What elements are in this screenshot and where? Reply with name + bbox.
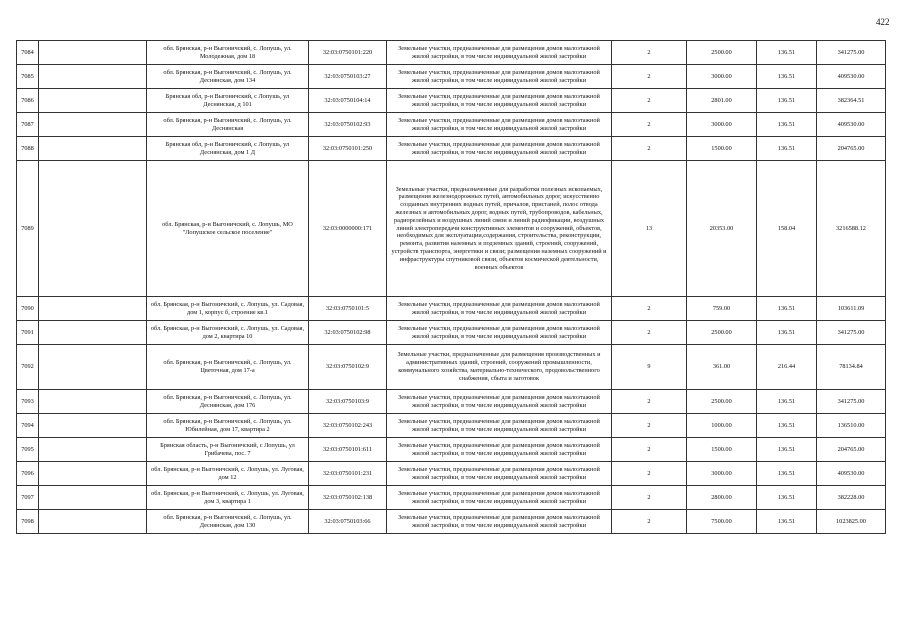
address-cell: обл. Брянская, р-н Выгоничский, с. Лопушь, ул. Садовая, дом 2, квартира 10 (147, 321, 309, 345)
area-cell: 1000.00 (687, 414, 757, 438)
address-cell: обл. Брянская, р-н Выгоничский, с. Лопушь, ул. Деснянская (147, 113, 309, 137)
group-cell: 2 (612, 321, 687, 345)
rate-cell: 136.51 (757, 297, 817, 321)
cadastral-value-cell: 409530.00 (817, 462, 886, 486)
row-number: 7084 (17, 41, 39, 65)
land-registry-table (16, 40, 886, 534)
area-cell: 2500.00 (687, 321, 757, 345)
rate-cell: 136.51 (757, 65, 817, 89)
group-cell: 2 (612, 414, 687, 438)
area-cell: 1500.00 (687, 137, 757, 161)
table-row (17, 65, 886, 89)
cadastral-value-cell: 204765.00 (817, 137, 886, 161)
row-number: 7089 (17, 161, 39, 297)
cadastral-value-cell: 409530.00 (817, 65, 886, 89)
row-number: 7093 (17, 390, 39, 414)
address-cell: обл. Брянская, р-н Выгоничский, с. Лопушь, ул. Луговая, дом 12 (147, 462, 309, 486)
blank-cell (39, 161, 147, 297)
area-cell: 2800.00 (687, 486, 757, 510)
cadastral-number-cell: 32:03:0750102:98 (309, 321, 387, 345)
area-cell: 3000.00 (687, 113, 757, 137)
land-use-cell: Земельные участки, предназначенные для размещения домов малоэтажной жилой застройки, в том числе индивидуальной жилой застройки (387, 438, 612, 462)
land-use-cell: Земельные участки, предназначенные для размещения домов малоэтажной жилой застройки, в том числе индивидуальной жилой застройки (387, 113, 612, 137)
land-use-cell: Земельные участки, предназначенные для размещения домов малоэтажной жилой застройки, в том числе индивидуальной жилой застройки (387, 321, 612, 345)
area-cell: 361.00 (687, 345, 757, 390)
address-cell: обл. Брянская, р-н Выгоничский, с. Лопушь, ул. Садовая, дом 1, корпус б, строение кв.1 (147, 297, 309, 321)
area-cell: 3000.00 (687, 462, 757, 486)
area-cell: 1500.00 (687, 438, 757, 462)
page-number: 422 (876, 17, 890, 27)
table-row (17, 297, 886, 321)
address-cell: обл. Брянская, р-н Выгоничский, с. Лопушь, ул. Деснянская, дом 134 (147, 65, 309, 89)
cadastral-number-cell: 32:03:0750101:250 (309, 137, 387, 161)
land-use-cell: Земельные участки, предназначенные для размещения домов малоэтажной жилой застройки, в том числе индивидуальной жилой застройки (387, 486, 612, 510)
table-row (17, 137, 886, 161)
group-cell: 13 (612, 161, 687, 297)
rate-cell: 136.51 (757, 89, 817, 113)
table-row (17, 486, 886, 510)
group-cell: 9 (612, 345, 687, 390)
land-use-cell: Земельные участки, предназначенные для размещения производственных и административных зданий, строений, сооружений промышленности, коммунального хозяйства, материально-технического, продовольственного снабжения, сбыта и заготовок (387, 345, 612, 390)
table-row (17, 462, 886, 486)
cadastral-number-cell: 32:03:0750101:611 (309, 438, 387, 462)
row-number: 7096 (17, 462, 39, 486)
land-use-cell: Земельные участки, предназначенные для размещения домов малоэтажной жилой застройки, в том числе индивидуальной жилой застройки (387, 41, 612, 65)
cadastral-value-cell: 341275.00 (817, 321, 886, 345)
group-cell: 2 (612, 297, 687, 321)
blank-cell (39, 89, 147, 113)
cadastral-number-cell: 32:03:0750102:138 (309, 486, 387, 510)
table-row (17, 510, 886, 534)
row-number: 7087 (17, 113, 39, 137)
address-cell: обл. Брянская, р-н Выгоничский, с. Лопушь, ул. Юбилейная, дом 17, квартира 2 (147, 414, 309, 438)
blank-cell (39, 414, 147, 438)
row-number: 7088 (17, 137, 39, 161)
group-cell: 2 (612, 390, 687, 414)
cadastral-number-cell: 32:03:0750101:5 (309, 297, 387, 321)
land-use-cell: Земельные участки, предназначенные для размещения домов малоэтажной жилой застройки, в том числе индивидуальной жилой застройки (387, 137, 612, 161)
group-cell: 2 (612, 113, 687, 137)
blank-cell (39, 321, 147, 345)
rate-cell: 136.51 (757, 462, 817, 486)
group-cell: 2 (612, 41, 687, 65)
cadastral-value-cell: 103611.09 (817, 297, 886, 321)
group-cell: 2 (612, 438, 687, 462)
land-use-cell: Земельные участки, предназначенные для размещения домов малоэтажной жилой застройки, в том числе индивидуальной жилой застройки (387, 510, 612, 534)
address-cell: обл. Брянская, р-н Выгоничский, с. Лопушь, МО "Лопушское сельское поселение" (147, 161, 309, 297)
blank-cell (39, 390, 147, 414)
row-number: 7095 (17, 438, 39, 462)
rate-cell: 136.51 (757, 390, 817, 414)
cadastral-number-cell: 32:03:0750101:220 (309, 41, 387, 65)
blank-cell (39, 345, 147, 390)
group-cell: 2 (612, 89, 687, 113)
cadastral-value-cell: 204765.00 (817, 438, 886, 462)
address-cell: Брянская обл, р-н Выгоничский, с Лопушь, ул Деснянская, д 101 (147, 89, 309, 113)
table-row (17, 414, 886, 438)
area-cell: 3000.00 (687, 65, 757, 89)
group-cell: 2 (612, 462, 687, 486)
row-number: 7092 (17, 345, 39, 390)
rate-cell: 136.51 (757, 41, 817, 65)
address-cell: обл. Брянская, р-н Выгоничский, с. Лопушь, ул. Деснянская, дом 176 (147, 390, 309, 414)
row-number: 7085 (17, 65, 39, 89)
rate-cell: 136.51 (757, 414, 817, 438)
row-number: 7094 (17, 414, 39, 438)
address-cell: обл. Брянская, р-н Выгоничский, с. Лопушь, ул. Цветочная, дом 17-а (147, 345, 309, 390)
cadastral-number-cell: 32:03:0750104:14 (309, 89, 387, 113)
cadastral-value-cell: 78134.84 (817, 345, 886, 390)
blank-cell (39, 65, 147, 89)
cadastral-value-cell: 409530.00 (817, 113, 886, 137)
rate-cell: 136.51 (757, 486, 817, 510)
cadastral-number-cell: 32:03:0750102:9 (309, 345, 387, 390)
cadastral-number-cell: 32:03:0000000:171 (309, 161, 387, 297)
cadastral-number-cell: 32:03:0750102:93 (309, 113, 387, 137)
cadastral-number-cell: 32:03:0750103:27 (309, 65, 387, 89)
land-use-cell: Земельные участки, предназначенные для разработки полезных ископаемых, размещения железнодорожных путей, автомобильных дорог, искусственно созданных внутренних водных путей, причалов, пристаней, полос отвода железных и автомобильных дорог, водных путей, трубопроводов, кабельных, радиорелейных и воздушных линий связи и линий радиофикации, воздушных линий электропередачи конструктивных элементов и сооружений, объектов, необходимых для эксплуатации,содержания, строительства, реконструкции, ремонта, развития наземных и подземных зданий, строений, сооружений, устройств транспорта, энергетики и связи; размещения наземных сооружений и инфраструктуры спутниковой связи, объектов космической деятельности, военных объектов (387, 161, 612, 297)
row-number: 7091 (17, 321, 39, 345)
table-row (17, 345, 886, 390)
rate-cell: 136.51 (757, 510, 817, 534)
group-cell: 2 (612, 65, 687, 89)
cadastral-value-cell: 1023825.00 (817, 510, 886, 534)
address-cell: Брянская обл, р-н Выгоничский, с Лопушь, ул Деснянская, дом 1 Д (147, 137, 309, 161)
cadastral-number-cell: 32:03:0750101:231 (309, 462, 387, 486)
address-cell: обл. Брянская, р-н Выгоничский, с. Лопушь, ул. Молодежная, дом 18 (147, 41, 309, 65)
cadastral-number-cell: 32:03:0750103:9 (309, 390, 387, 414)
area-cell: 20353.00 (687, 161, 757, 297)
address-cell: Брянская область, р-н Выгоничский, с Лопушь, ул Грибачева, пос. 7 (147, 438, 309, 462)
row-number: 7097 (17, 486, 39, 510)
land-use-cell: Земельные участки, предназначенные для размещения домов малоэтажной жилой застройки, в том числе индивидуальной жилой застройки (387, 297, 612, 321)
row-number: 7090 (17, 297, 39, 321)
blank-cell (39, 510, 147, 534)
blank-cell (39, 438, 147, 462)
area-cell: 2500.00 (687, 41, 757, 65)
land-use-cell: Земельные участки, предназначенные для размещения домов малоэтажной жилой застройки, в том числе индивидуальной жилой застройки (387, 390, 612, 414)
row-number: 7086 (17, 89, 39, 113)
group-cell: 2 (612, 510, 687, 534)
table-row (17, 89, 886, 113)
land-use-cell: Земельные участки, предназначенные для размещения домов малоэтажной жилой застройки, в том числе индивидуальной жилой застройки (387, 414, 612, 438)
cadastral-value-cell: 382364.51 (817, 89, 886, 113)
table-body (17, 41, 886, 534)
table-row (17, 41, 886, 65)
address-cell: обл. Брянская, р-н Выгоничский, с. Лопушь, ул. Луговая, дом 3, квартира 1 (147, 486, 309, 510)
table-row (17, 390, 886, 414)
rate-cell: 136.51 (757, 137, 817, 161)
cadastral-value-cell: 341275.00 (817, 390, 886, 414)
area-cell: 7500.00 (687, 510, 757, 534)
blank-cell (39, 137, 147, 161)
rate-cell: 216.44 (757, 345, 817, 390)
address-cell: обл. Брянская, р-н Выгоничский, с. Лопушь, ул. Деснянская, дом 130 (147, 510, 309, 534)
rate-cell: 136.51 (757, 321, 817, 345)
cadastral-number-cell: 32:03:0750102:243 (309, 414, 387, 438)
row-number: 7098 (17, 510, 39, 534)
blank-cell (39, 41, 147, 65)
area-cell: 2500.00 (687, 390, 757, 414)
land-use-cell: Земельные участки, предназначенные для размещения домов малоэтажной жилой застройки, в том числе индивидуальной жилой застройки (387, 462, 612, 486)
table-row (17, 438, 886, 462)
land-use-cell: Земельные участки, предназначенные для размещения домов малоэтажной жилой застройки, в том числе индивидуальной жилой застройки (387, 65, 612, 89)
blank-cell (39, 462, 147, 486)
cadastral-value-cell: 3216588.12 (817, 161, 886, 297)
area-cell: 2801.00 (687, 89, 757, 113)
table-row (17, 321, 886, 345)
land-use-cell: Земельные участки, предназначенные для размещения домов малоэтажной жилой застройки, в том числе индивидуальной жилой застройки (387, 89, 612, 113)
area-cell: 759.00 (687, 297, 757, 321)
rate-cell: 136.51 (757, 113, 817, 137)
blank-cell (39, 297, 147, 321)
rate-cell: 158.04 (757, 161, 817, 297)
table-row (17, 161, 886, 297)
cadastral-value-cell: 382228.00 (817, 486, 886, 510)
table-row (17, 113, 886, 137)
blank-cell (39, 113, 147, 137)
group-cell: 2 (612, 486, 687, 510)
blank-cell (39, 486, 147, 510)
group-cell: 2 (612, 137, 687, 161)
cadastral-value-cell: 136510.00 (817, 414, 886, 438)
cadastral-value-cell: 341275.00 (817, 41, 886, 65)
cadastral-number-cell: 32:03:0750103:66 (309, 510, 387, 534)
rate-cell: 136.51 (757, 438, 817, 462)
